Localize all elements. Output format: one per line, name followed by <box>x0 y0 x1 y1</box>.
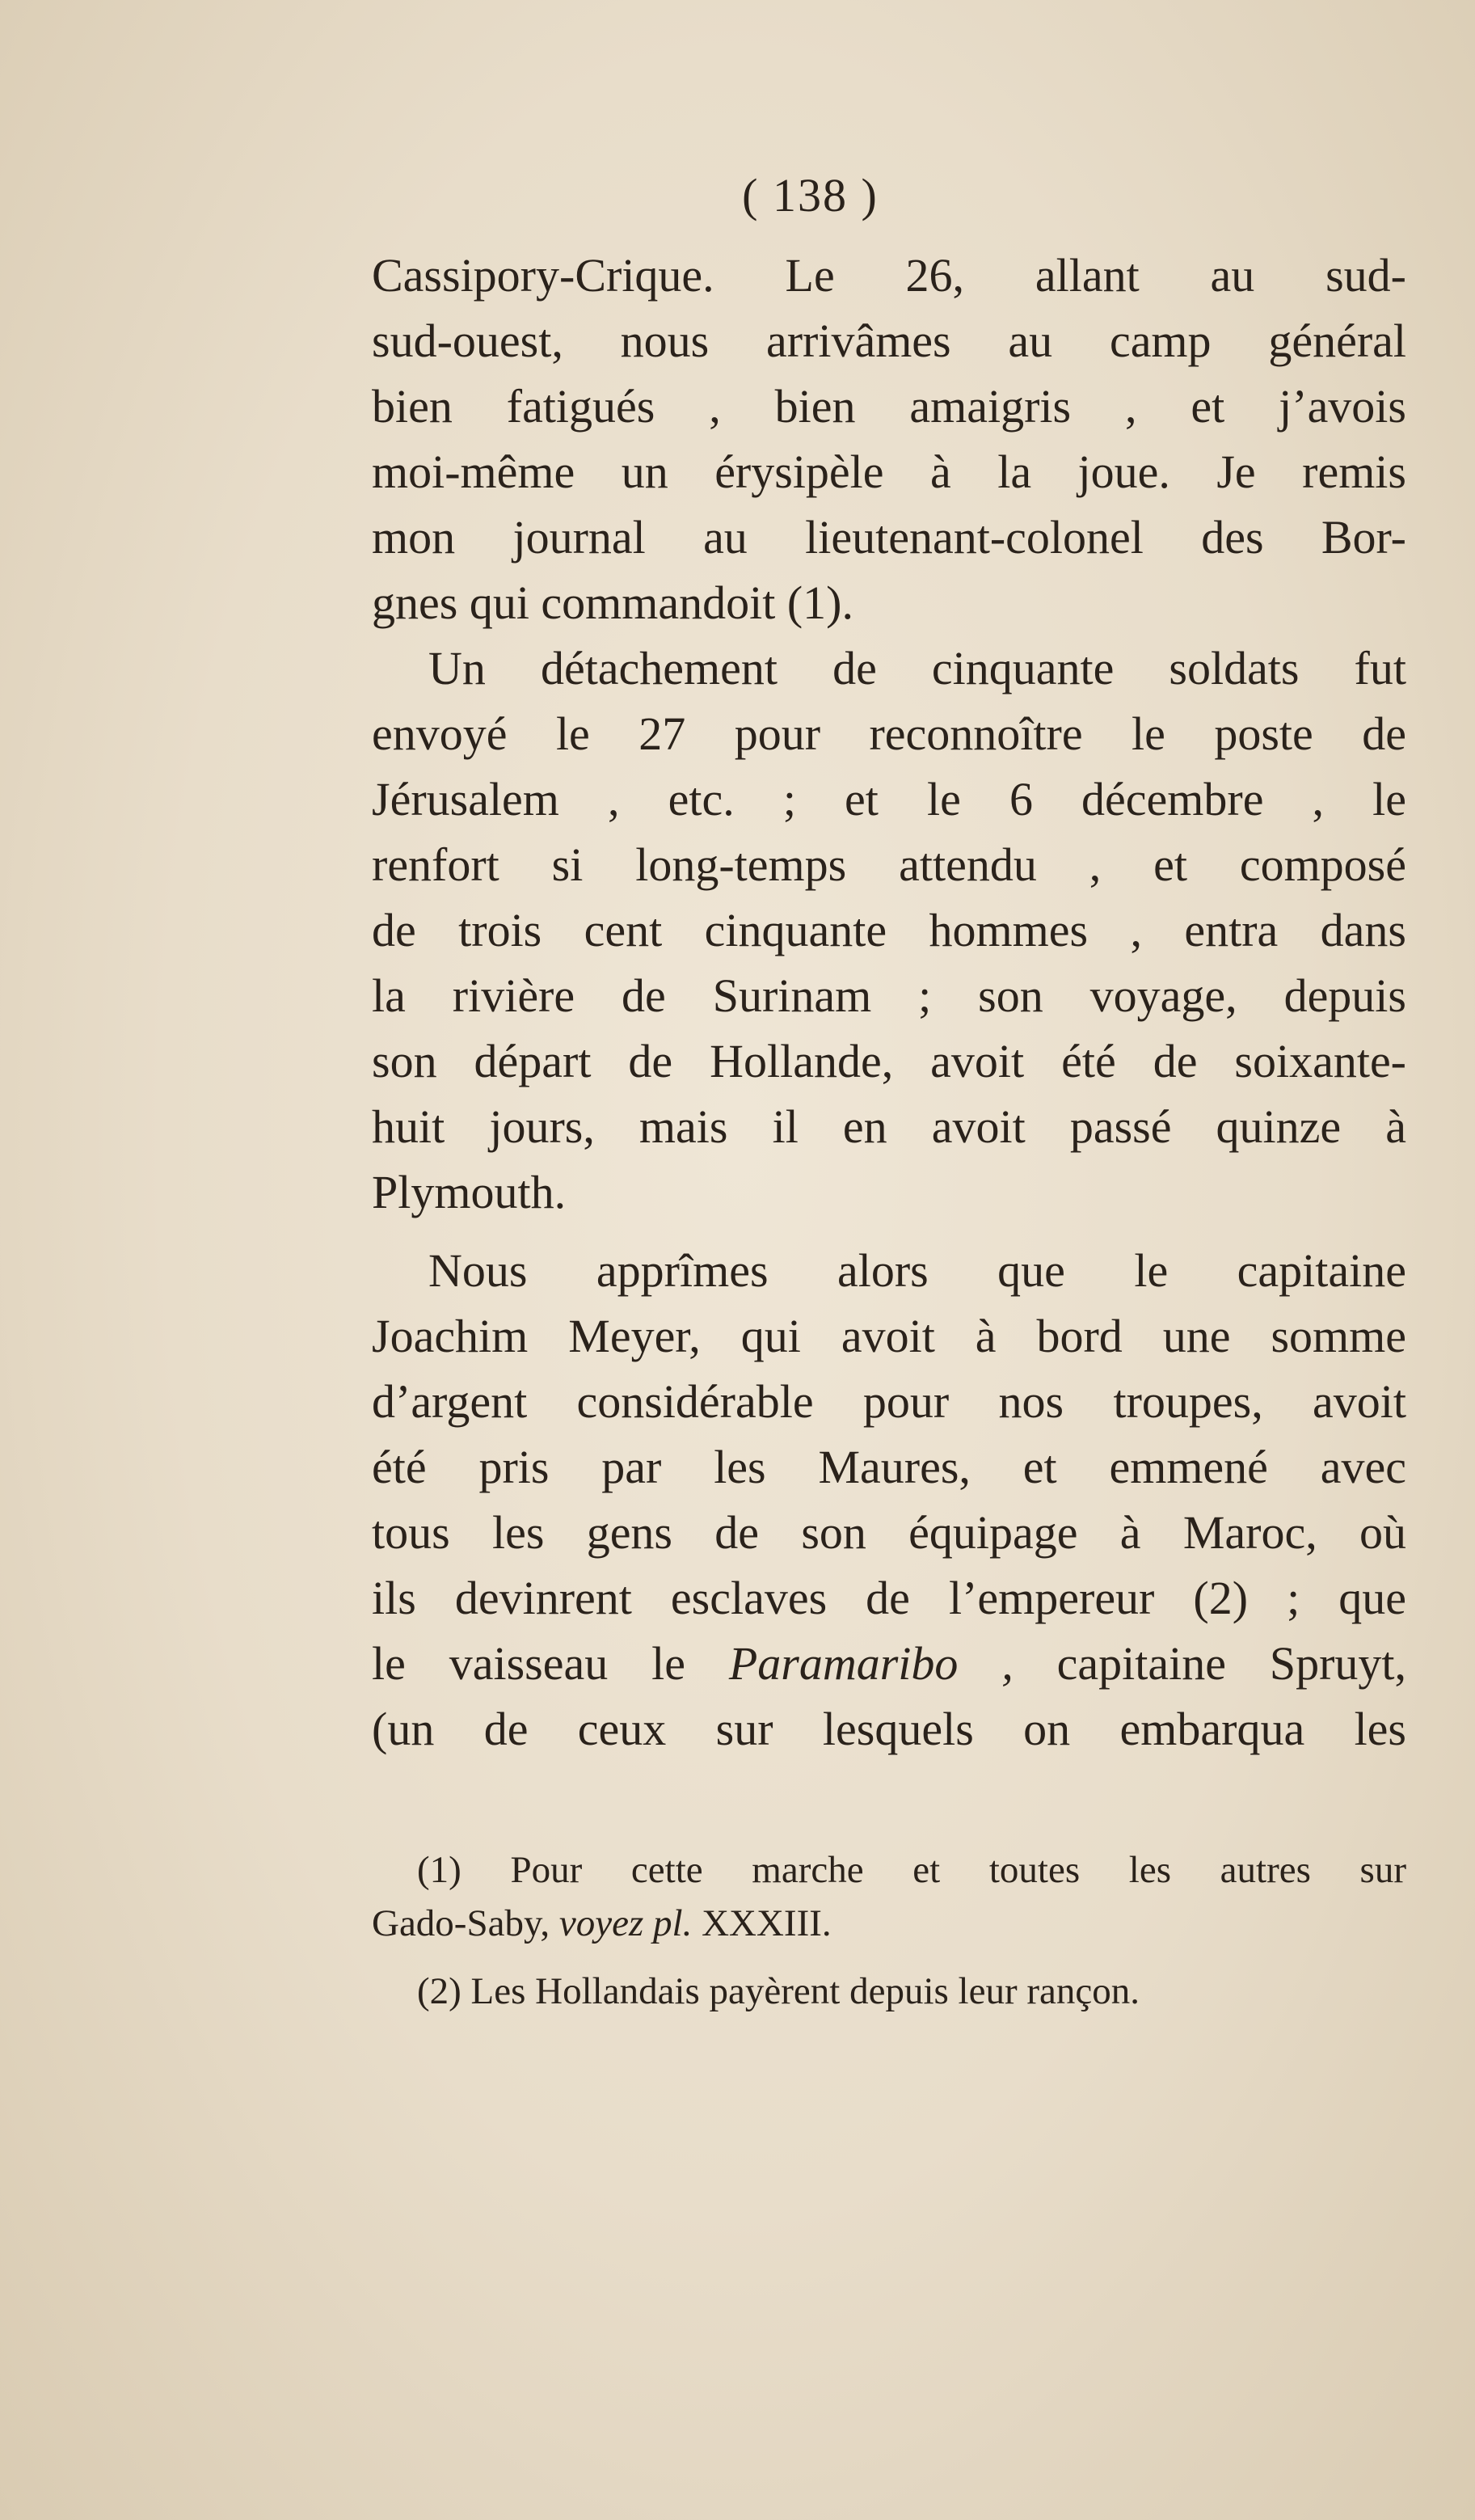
text-line: de trois cent cinquante hommes , entra dans <box>372 904 1406 956</box>
text-line: ils devinrent esclaves de l’empereur (2) ; que <box>372 1572 1406 1624</box>
text-line: Plymouth. <box>372 1166 567 1218</box>
text-line: Un détachement de cinquante soldats fut <box>428 642 1406 694</box>
text-line: (un de ceux sur lesquels on embarqua les <box>372 1703 1406 1755</box>
text-line: moi-même un érysipèle à la joue. Je remis <box>372 445 1406 498</box>
footnote-1-line: (1) Pour cette marche et toutes les autres sur <box>417 1849 1406 1891</box>
body-text <box>372 243 1406 1762</box>
text-line: envoyé le 27 pour reconnoître le poste de <box>372 707 1406 760</box>
text-run: Gado-Saby, <box>372 1902 559 1944</box>
text-line: Cassipory-Crique. Le 26, allant au sud- <box>372 249 1406 302</box>
footnote-1-line <box>372 1897 1406 1950</box>
text-line: son départ de Hollande, avoit été de soixante- <box>372 1035 1406 1087</box>
footnote-2: (2) Les Hollandais payèrent depuis leur rançon. <box>417 1970 1140 2012</box>
text-run: le vaisseau le <box>372 1637 729 1690</box>
text-line: bien fatigués , bien amaigris , et j’avois <box>372 380 1406 433</box>
text-line: d’argent considérable pour nos troupes, avoit <box>372 1375 1406 1428</box>
text-run: XXXIII. <box>692 1902 832 1944</box>
text-line <box>372 1631 1406 1696</box>
text-line: Jérusalem , etc. ; et le 6 décembre , le <box>372 773 1406 825</box>
text-line: la rivière de Surinam ; son voyage, depuis <box>372 969 1406 1022</box>
page-number: ( 138 ) <box>742 169 879 222</box>
text-line: Joachim Meyer, qui avoit à bord une somme <box>372 1310 1406 1362</box>
text-line: mon journal au lieutenant-colonel des Bor- <box>372 511 1406 564</box>
ship-name: Paramaribo , <box>728 1637 1014 1690</box>
text-line: sud-ouest, nous arrivâmes au camp général <box>372 314 1406 367</box>
text-line: Nous apprîmes alors que le capitaine <box>428 1244 1406 1297</box>
plate-reference: voyez pl. <box>558 1902 693 1944</box>
text-line: été pris par les Maures, et emmené avec <box>372 1441 1406 1493</box>
footnotes <box>372 1843 1406 2018</box>
text-run: capitaine Spruyt, <box>1013 1637 1407 1690</box>
text-line: gnes qui commandoit (1). <box>372 576 854 629</box>
text-line: huit jours, mais il en avoit passé quinze à <box>372 1100 1406 1153</box>
text-line: renfort si long-temps attendu , et composé <box>372 838 1406 891</box>
text-line: tous les gens de son équipage à Maroc, où <box>372 1506 1406 1559</box>
